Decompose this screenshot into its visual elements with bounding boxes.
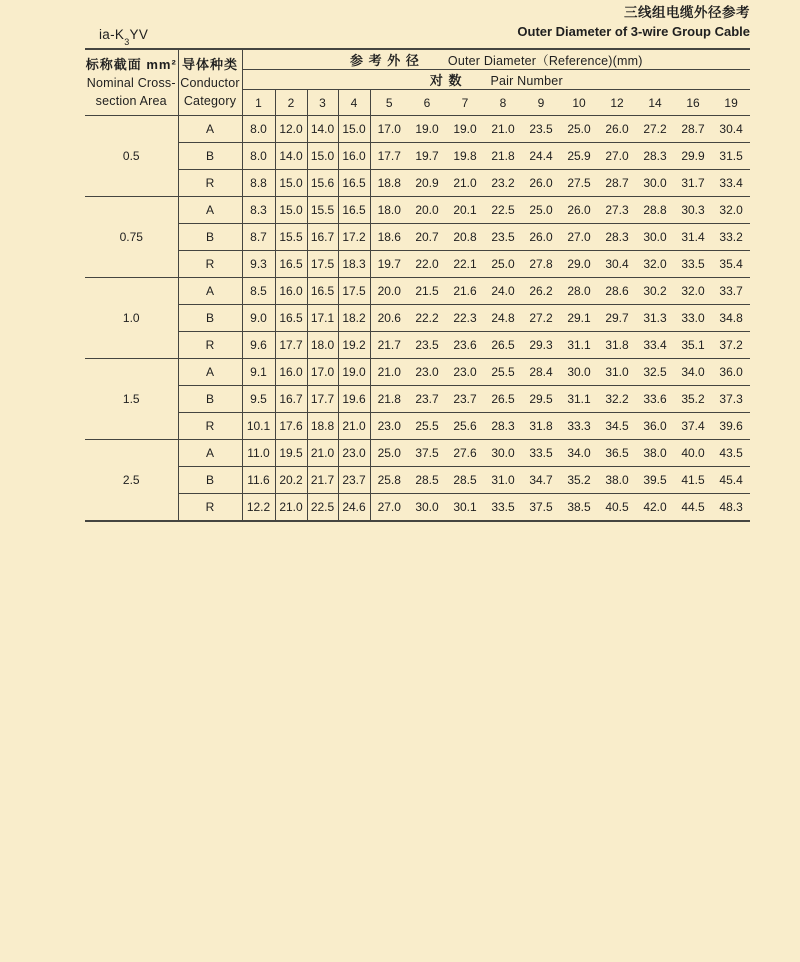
pair-number-4: 4: [338, 90, 370, 116]
diameter-value: 33.5: [522, 440, 560, 467]
diameter-value: 23.0: [408, 359, 446, 386]
diameter-value: 20.9: [408, 170, 446, 197]
area-header-zh: 标称截面 mm²: [85, 56, 177, 72]
diameter-value: 48.3: [712, 494, 750, 521]
diameter-value: 28.3: [484, 413, 522, 440]
table-row: [85, 170, 750, 197]
diameter-value: 19.6: [338, 386, 370, 413]
diameter-value: 15.6: [307, 170, 338, 197]
diameter-value: 16.5: [338, 170, 370, 197]
table-row: [85, 197, 750, 224]
diameter-value: 22.5: [484, 197, 522, 224]
title-english: Outer Diameter of 3-wire Group Cable: [517, 23, 750, 39]
diameter-value: 35.2: [674, 386, 712, 413]
diameter-value: 33.4: [636, 332, 674, 359]
category-header-en-line2: Category: [183, 93, 237, 108]
diameter-value: 28.3: [598, 224, 636, 251]
diameter-value: 12.0: [275, 116, 307, 143]
diameter-value: 30.3: [674, 197, 712, 224]
diameter-value: 9.3: [242, 251, 275, 278]
diameter-value: 8.8: [242, 170, 275, 197]
diameter-value: 32.0: [712, 197, 750, 224]
diameter-value: 31.0: [598, 359, 636, 386]
diameter-value: 20.0: [370, 278, 408, 305]
table-row: [85, 467, 750, 494]
diameter-value: 45.4: [712, 467, 750, 494]
outer-diameter-table: [85, 48, 750, 522]
area-value: 0.75: [85, 197, 178, 278]
diameter-value: 23.7: [338, 467, 370, 494]
diameter-value: 41.5: [674, 467, 712, 494]
diameter-value: 18.0: [370, 197, 408, 224]
area-value: 0.5: [85, 116, 178, 197]
diameter-value: 25.5: [408, 413, 446, 440]
pair-header-zh: 对 数: [429, 73, 463, 88]
diameter-value: 29.7: [598, 305, 636, 332]
diameter-value: 19.0: [446, 116, 484, 143]
pair-number-2: 2: [275, 90, 307, 116]
diameter-value: 23.2: [484, 170, 522, 197]
diameter-value: 23.0: [446, 359, 484, 386]
diameter-value: 30.0: [484, 440, 522, 467]
diameter-value: 25.0: [560, 116, 598, 143]
diameter-value: 21.0: [484, 116, 522, 143]
diameter-value: 24.6: [338, 494, 370, 521]
diameter-value: 38.5: [560, 494, 598, 521]
diameter-value: 18.2: [338, 305, 370, 332]
diameter-value: 31.8: [598, 332, 636, 359]
diameter-value: 32.5: [636, 359, 674, 386]
area-header-en-line1: Nominal Cross-: [86, 75, 176, 90]
diameter-value: 16.7: [307, 224, 338, 251]
pair-number-19: 19: [712, 90, 750, 116]
diameter-value: 30.4: [598, 251, 636, 278]
diameter-value: 21.7: [370, 332, 408, 359]
diameter-value: 16.5: [275, 251, 307, 278]
diameter-value: 27.0: [370, 494, 408, 521]
area-value: 1.0: [85, 278, 178, 359]
pair-number-1: 1: [242, 90, 275, 116]
conductor-category: A: [178, 116, 242, 143]
diameter-value: 40.0: [674, 440, 712, 467]
diameter-value: 33.7: [712, 278, 750, 305]
diameter-value: 16.7: [275, 386, 307, 413]
diameter-value: 22.2: [408, 305, 446, 332]
diameter-value: 8.0: [242, 143, 275, 170]
diameter-value: 25.0: [370, 440, 408, 467]
diameter-value: 21.7: [307, 467, 338, 494]
conductor-category: R: [178, 170, 242, 197]
diameter-value: 22.1: [446, 251, 484, 278]
diameter-value: 38.0: [636, 440, 674, 467]
diameter-value: 27.5: [560, 170, 598, 197]
diameter-value: 33.5: [674, 251, 712, 278]
diameter-value: 9.6: [242, 332, 275, 359]
diameter-value: 34.5: [598, 413, 636, 440]
diameter-value: 18.6: [370, 224, 408, 251]
area-value: 1.5: [85, 359, 178, 440]
diameter-value: 25.9: [560, 143, 598, 170]
diameter-value: 28.0: [560, 278, 598, 305]
diameter-value: 10.1: [242, 413, 275, 440]
diameter-value: 17.1: [307, 305, 338, 332]
diameter-value: 37.3: [712, 386, 750, 413]
diameter-value: 26.0: [598, 116, 636, 143]
conductor-category: A: [178, 440, 242, 467]
diameter-value: 19.7: [408, 143, 446, 170]
conductor-category: R: [178, 494, 242, 521]
table-row: [85, 305, 750, 332]
diameter-value: 15.0: [275, 170, 307, 197]
diameter-value: 21.6: [446, 278, 484, 305]
diameter-value: 16.0: [275, 359, 307, 386]
pair-number-header: [242, 70, 750, 90]
diameter-value: 29.3: [522, 332, 560, 359]
diameter-value: 15.5: [307, 197, 338, 224]
diameter-value: 37.5: [522, 494, 560, 521]
pair-number-10: 10: [560, 90, 598, 116]
diameter-value: 21.5: [408, 278, 446, 305]
diameter-value: 30.4: [712, 116, 750, 143]
diameter-value: 33.5: [484, 494, 522, 521]
pair-number-16: 16: [674, 90, 712, 116]
diameter-value: 33.0: [674, 305, 712, 332]
diameter-value: 23.7: [408, 386, 446, 413]
pair-number-8: 8: [484, 90, 522, 116]
diameter-value: 26.0: [522, 224, 560, 251]
diameter-value: 31.1: [560, 332, 598, 359]
diameter-value: 27.2: [636, 116, 674, 143]
diameter-value: 25.0: [484, 251, 522, 278]
diameter-value: 36.5: [598, 440, 636, 467]
diameter-value: 21.8: [484, 143, 522, 170]
diameter-value: 25.6: [446, 413, 484, 440]
diameter-value: 8.0: [242, 116, 275, 143]
diameter-value: 20.1: [446, 197, 484, 224]
diameter-value: 23.6: [446, 332, 484, 359]
diameter-value: 39.6: [712, 413, 750, 440]
diameter-value: 21.0: [370, 359, 408, 386]
diameter-value: 35.2: [560, 467, 598, 494]
diameter-value: 40.5: [598, 494, 636, 521]
pair-number-6: 6: [408, 90, 446, 116]
diameter-value: 29.5: [522, 386, 560, 413]
diameter-value: 35.1: [674, 332, 712, 359]
diameter-value: 28.6: [598, 278, 636, 305]
diameter-value: 22.3: [446, 305, 484, 332]
diameter-value: 28.8: [636, 197, 674, 224]
diameter-value: 31.5: [712, 143, 750, 170]
diameter-value: 30.1: [446, 494, 484, 521]
diameter-value: 18.0: [307, 332, 338, 359]
diameter-value: 31.4: [674, 224, 712, 251]
diameter-value: 18.3: [338, 251, 370, 278]
diameter-value: 18.8: [307, 413, 338, 440]
diameter-value: 19.2: [338, 332, 370, 359]
diameter-value: 27.8: [522, 251, 560, 278]
area-column-header: [85, 49, 178, 116]
diameter-value: 28.5: [446, 467, 484, 494]
pair-number-12: 12: [598, 90, 636, 116]
diameter-value: 19.5: [275, 440, 307, 467]
title-chinese: 三线组电缆外径参考: [624, 5, 750, 20]
diameter-value: 21.0: [338, 413, 370, 440]
diameter-value: 14.0: [307, 116, 338, 143]
diameter-value: 15.0: [338, 116, 370, 143]
diameter-value: 24.8: [484, 305, 522, 332]
diameter-value: 33.2: [712, 224, 750, 251]
diameter-value: 11.6: [242, 467, 275, 494]
diameter-value: 23.5: [408, 332, 446, 359]
diameter-value: 17.5: [338, 278, 370, 305]
document-titles: [517, 4, 750, 40]
diameter-value: 32.0: [674, 278, 712, 305]
conductor-category: B: [178, 224, 242, 251]
diameter-value: 33.4: [712, 170, 750, 197]
diameter-value: 31.3: [636, 305, 674, 332]
diameter-value: 24.4: [522, 143, 560, 170]
diameter-value: 16.0: [338, 143, 370, 170]
diameter-value: 15.0: [275, 197, 307, 224]
table-row: [85, 278, 750, 305]
diameter-value: 21.0: [307, 440, 338, 467]
model-suffix: YV: [129, 27, 149, 42]
diameter-value: 9.1: [242, 359, 275, 386]
diameter-value: 19.7: [370, 251, 408, 278]
table-row: [85, 224, 750, 251]
diameter-value: 19.0: [338, 359, 370, 386]
pair-number-9: 9: [522, 90, 560, 116]
diameter-value: 33.6: [636, 386, 674, 413]
diameter-value: 37.5: [408, 440, 446, 467]
diameter-value: 27.0: [598, 143, 636, 170]
conductor-category: R: [178, 413, 242, 440]
diameter-value: 30.0: [636, 170, 674, 197]
diameter-value: 28.3: [636, 143, 674, 170]
diameter-value: 25.0: [522, 197, 560, 224]
conductor-category: B: [178, 467, 242, 494]
diameter-value: 8.7: [242, 224, 275, 251]
diameter-value: 27.0: [560, 224, 598, 251]
table-row: [85, 116, 750, 143]
diameter-value: 28.5: [408, 467, 446, 494]
area-value: 2.5: [85, 440, 178, 521]
diameter-value: 17.7: [370, 143, 408, 170]
category-header-zh: 导体种类: [181, 56, 238, 72]
table-row: [85, 440, 750, 467]
diameter-value: 30.0: [636, 224, 674, 251]
diameter-value: 20.0: [408, 197, 446, 224]
diameter-value: 20.8: [446, 224, 484, 251]
diameter-value: 15.5: [275, 224, 307, 251]
diameter-value: 28.7: [598, 170, 636, 197]
diameter-value: 31.0: [484, 467, 522, 494]
diameter-value: 28.7: [674, 116, 712, 143]
diameter-header: [242, 49, 750, 70]
diameter-value: 9.5: [242, 386, 275, 413]
diameter-value: 36.0: [712, 359, 750, 386]
pair-number-7: 7: [446, 90, 484, 116]
diameter-value: 31.1: [560, 386, 598, 413]
table-row: [85, 251, 750, 278]
diameter-value: 22.5: [307, 494, 338, 521]
diameter-value: 16.0: [275, 278, 307, 305]
diameter-value: 31.7: [674, 170, 712, 197]
diameter-value: 16.5: [338, 197, 370, 224]
diameter-value: 27.6: [446, 440, 484, 467]
diameter-value: 11.0: [242, 440, 275, 467]
diameter-value: 22.0: [408, 251, 446, 278]
conductor-category: B: [178, 143, 242, 170]
table-header-row-1: [85, 49, 750, 70]
diameter-value: 23.7: [446, 386, 484, 413]
diameter-value: 37.4: [674, 413, 712, 440]
diameter-value: 31.8: [522, 413, 560, 440]
pair-number-5: 5: [370, 90, 408, 116]
diameter-value: 33.3: [560, 413, 598, 440]
diameter-value: 17.0: [307, 359, 338, 386]
diameter-value: 38.0: [598, 467, 636, 494]
model-prefix: ia-K: [99, 27, 125, 42]
diameter-value: 17.5: [307, 251, 338, 278]
diameter-value: 39.5: [636, 467, 674, 494]
area-header-en-line2: section Area: [95, 93, 167, 108]
pair-header-en: Pair Number: [490, 74, 563, 88]
conductor-category: R: [178, 332, 242, 359]
diameter-value: 25.8: [370, 467, 408, 494]
diameter-value: 17.2: [338, 224, 370, 251]
diameter-value: 12.2: [242, 494, 275, 521]
diameter-value: 34.8: [712, 305, 750, 332]
conductor-category: B: [178, 386, 242, 413]
diameter-value: 8.3: [242, 197, 275, 224]
diameter-value: 29.0: [560, 251, 598, 278]
diameter-value: 19.0: [408, 116, 446, 143]
conductor-category: R: [178, 251, 242, 278]
category-column-header: [178, 49, 242, 116]
diameter-value: 26.0: [522, 170, 560, 197]
diameter-value: 26.0: [560, 197, 598, 224]
diameter-value: 16.5: [275, 305, 307, 332]
diameter-header-zh: 参 考 外 径: [350, 53, 420, 68]
table-row: [85, 386, 750, 413]
pair-number-3: 3: [307, 90, 338, 116]
diameter-value: 44.5: [674, 494, 712, 521]
table-row: [85, 332, 750, 359]
diameter-value: 14.0: [275, 143, 307, 170]
diameter-value: 26.5: [484, 332, 522, 359]
diameter-value: 29.1: [560, 305, 598, 332]
conductor-category: B: [178, 305, 242, 332]
diameter-value: 17.7: [275, 332, 307, 359]
diameter-value: 20.6: [370, 305, 408, 332]
diameter-value: 17.7: [307, 386, 338, 413]
diameter-value: 35.4: [712, 251, 750, 278]
diameter-value: 21.0: [275, 494, 307, 521]
conductor-category: A: [178, 359, 242, 386]
diameter-value: 24.0: [484, 278, 522, 305]
diameter-value: 18.8: [370, 170, 408, 197]
diameter-value: 32.0: [636, 251, 674, 278]
conductor-category: A: [178, 278, 242, 305]
diameter-value: 34.0: [674, 359, 712, 386]
diameter-value: 42.0: [636, 494, 674, 521]
model-subscript: 3: [124, 36, 130, 47]
conductor-category: A: [178, 197, 242, 224]
diameter-value: 29.9: [674, 143, 712, 170]
diameter-value: 30.0: [560, 359, 598, 386]
table-row: [85, 494, 750, 521]
diameter-value: 17.6: [275, 413, 307, 440]
diameter-value: 27.3: [598, 197, 636, 224]
diameter-value: 19.8: [446, 143, 484, 170]
diameter-value: 21.0: [446, 170, 484, 197]
diameter-value: 36.0: [636, 413, 674, 440]
diameter-value: 34.0: [560, 440, 598, 467]
diameter-value: 26.2: [522, 278, 560, 305]
diameter-value: 30.0: [408, 494, 446, 521]
diameter-value: 8.5: [242, 278, 275, 305]
diameter-value: 17.0: [370, 116, 408, 143]
table-row: [85, 413, 750, 440]
diameter-value: 23.5: [484, 224, 522, 251]
cable-model-label: [99, 27, 148, 45]
diameter-value: 43.5: [712, 440, 750, 467]
diameter-value: 34.7: [522, 467, 560, 494]
diameter-value: 20.7: [408, 224, 446, 251]
pair-number-14: 14: [636, 90, 674, 116]
diameter-value: 30.2: [636, 278, 674, 305]
diameter-value: 20.2: [275, 467, 307, 494]
table-row: [85, 143, 750, 170]
diameter-value: 27.2: [522, 305, 560, 332]
diameter-header-en: Outer Diameter（Reference)(mm): [447, 54, 643, 68]
diameter-value: 32.2: [598, 386, 636, 413]
diameter-value: 26.5: [484, 386, 522, 413]
diameter-value: 21.8: [370, 386, 408, 413]
diameter-value: 37.2: [712, 332, 750, 359]
diameter-value: 15.0: [307, 143, 338, 170]
table-row: [85, 359, 750, 386]
diameter-value: 23.0: [370, 413, 408, 440]
category-header-en-line1: Conductor: [180, 75, 240, 90]
diameter-value: 23.5: [522, 116, 560, 143]
diameter-value: 9.0: [242, 305, 275, 332]
diameter-value: 28.4: [522, 359, 560, 386]
diameter-value: 25.5: [484, 359, 522, 386]
diameter-value: 23.0: [338, 440, 370, 467]
diameter-value: 16.5: [307, 278, 338, 305]
